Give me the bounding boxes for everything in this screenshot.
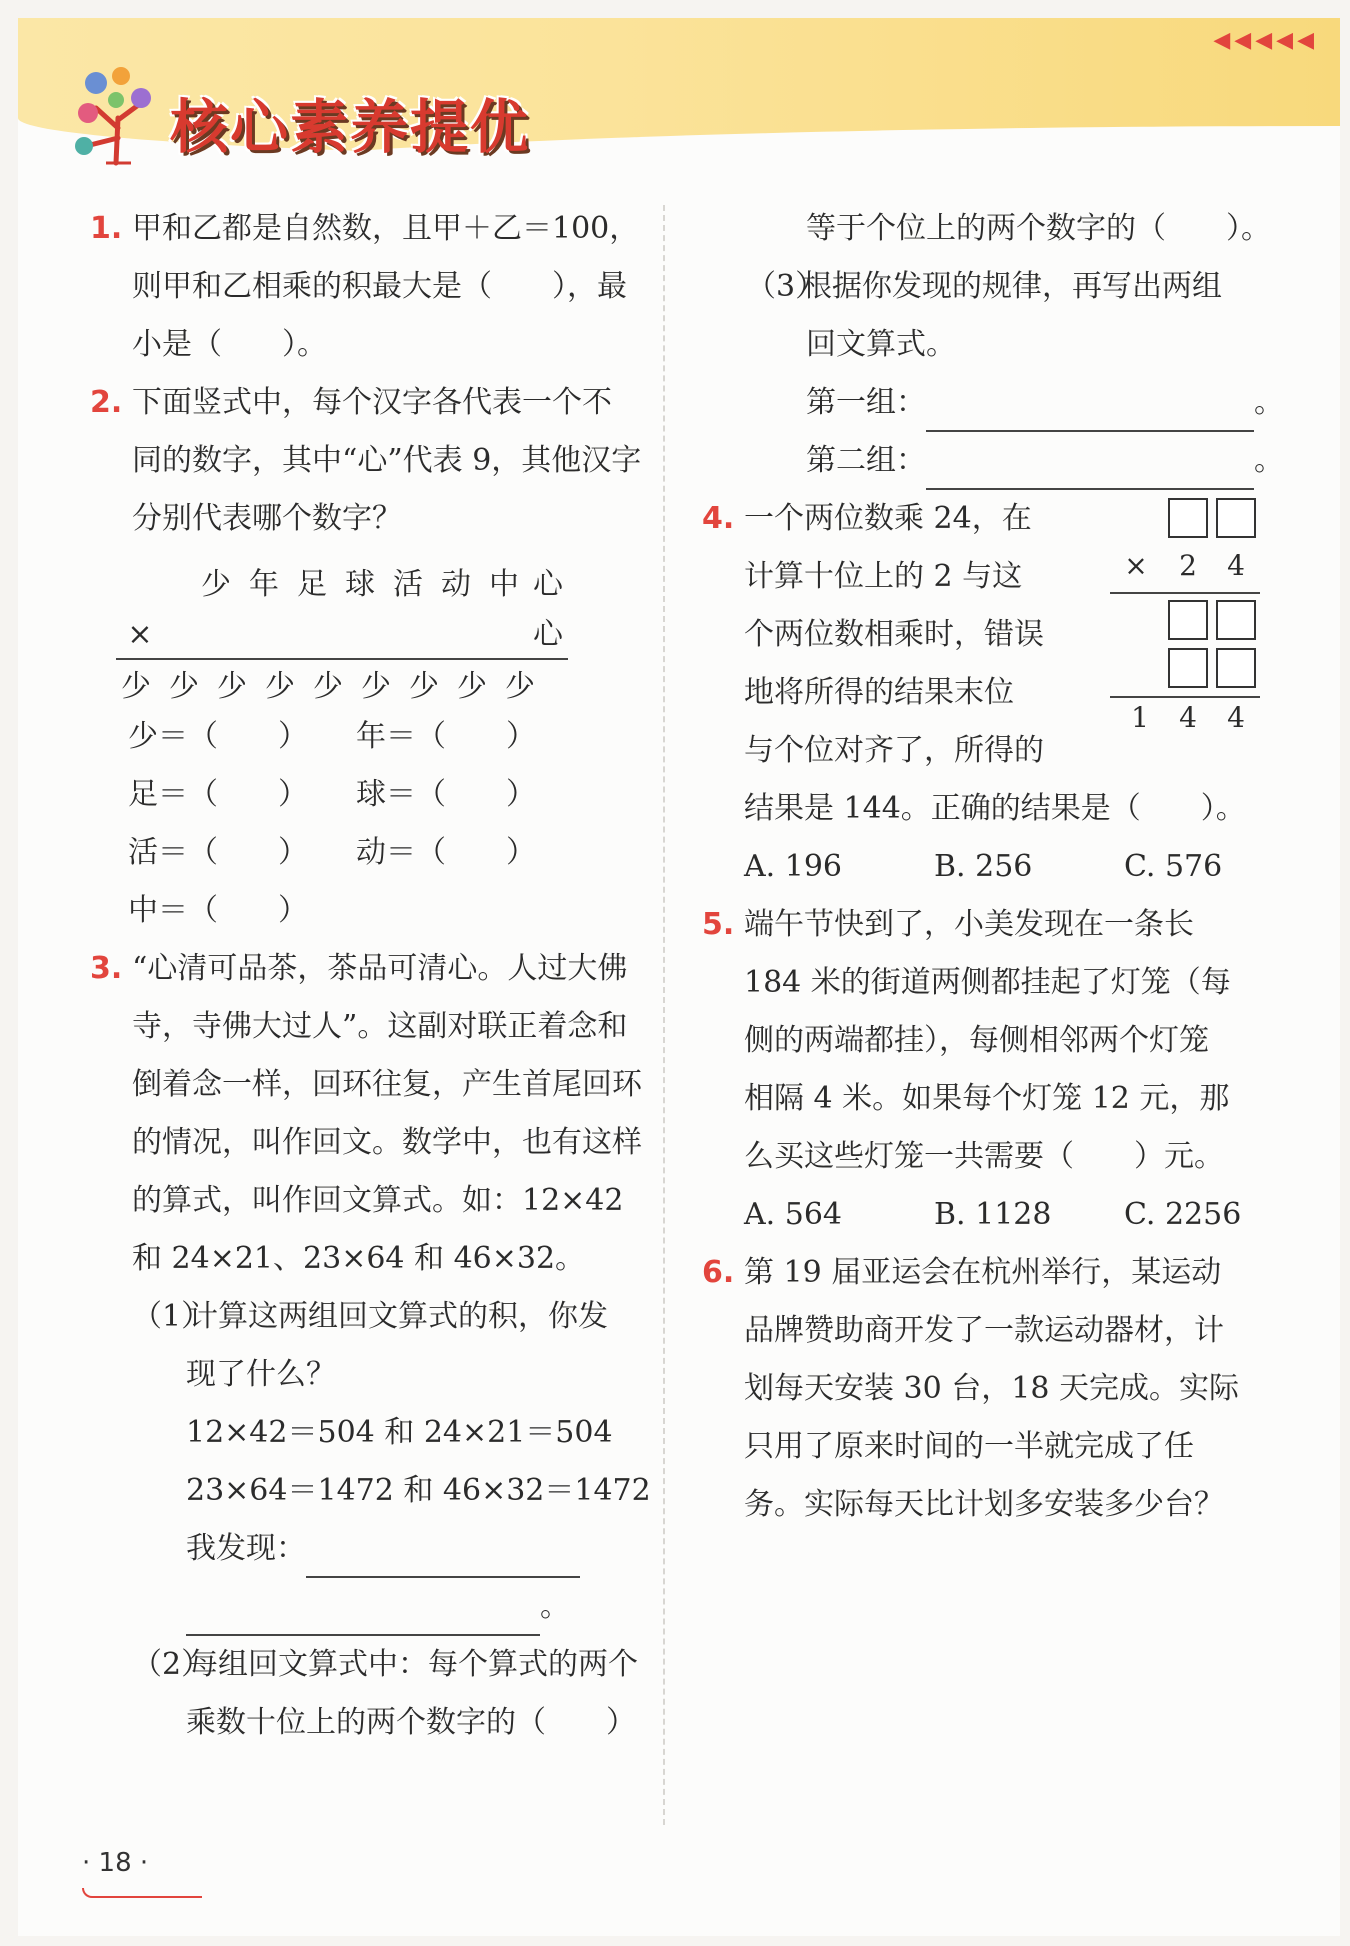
text-line: 么买这些灯笼一共需要（ ）元。 <box>744 1139 1224 1174</box>
times-sign: × <box>127 617 153 652</box>
text-line: 和 24×21、23×64 和 46×32。 <box>132 1241 586 1276</box>
question-number: 5. <box>702 907 735 942</box>
digit: 少 <box>217 669 247 704</box>
text-line: 回文算式。 <box>806 327 956 362</box>
text-line: 寺，寺佛大过人”。这副对联正着念和 <box>132 1009 628 1044</box>
calc-line: 23×64＝1472 和 46×32＝1472 <box>186 1473 651 1508</box>
text-line: 相隔 4 米。如果每个灯笼 12 元，那 <box>744 1081 1230 1116</box>
text-line: 的情况，叫作回文。数学中，也有这样 <box>132 1125 642 1160</box>
finding-row <box>132 1520 638 1578</box>
question-number: 4. <box>702 501 735 536</box>
text-line: 现了什么？ <box>186 1357 336 1392</box>
text-line: 下面竖式中，每个汉字各代表一个不 <box>132 385 612 420</box>
question-2 <box>78 374 642 548</box>
digit: 少 <box>505 669 535 704</box>
q2-answers <box>128 708 638 940</box>
question-3 <box>78 940 651 1752</box>
digit-box <box>1168 600 1208 640</box>
answer-blank[interactable]: 年＝（ ） <box>356 719 536 754</box>
text-line: 划每天安装 30 台，18 天完成。实际 <box>744 1371 1239 1406</box>
digit: 1 <box>1131 701 1149 734</box>
answer-blank[interactable]: 少＝（ ） <box>128 719 308 754</box>
group-label: 第二组： <box>806 443 926 478</box>
text-line: 地将所得的结果末位 <box>744 675 1014 710</box>
period: 。 <box>540 1589 570 1624</box>
text-line: 每组回文算式中：每个算式的两个 <box>188 1647 638 1682</box>
digit: 球 <box>345 567 375 602</box>
text-line: 与个位对齐了，所得的 <box>744 733 1044 768</box>
group-2-input[interactable] <box>926 452 1254 490</box>
digit-box <box>1216 498 1256 538</box>
digit: 动 <box>441 567 471 602</box>
options <box>744 838 1270 896</box>
digit: 活 <box>393 567 423 602</box>
multiplication-figure <box>1110 498 1260 734</box>
text-line: 计算十位上的 2 与这 <box>744 559 1023 594</box>
digit-box <box>1216 648 1256 688</box>
sub-label: （2） <box>132 1647 212 1682</box>
text-line: 的算式，叫作回文算式。如：12×42 <box>132 1183 624 1218</box>
question-1 <box>78 200 638 374</box>
question-number: 1. <box>90 211 123 246</box>
digit-box <box>1168 648 1208 688</box>
vertical-multiplication <box>116 548 568 708</box>
digit: 少 <box>457 669 487 704</box>
digit: 少 <box>361 669 391 704</box>
page-title: 核心素养提优 <box>170 93 531 161</box>
sub-label: （1） <box>132 1299 212 1334</box>
digit: 4 <box>1227 549 1245 582</box>
option-b[interactable]: B. 1128 <box>934 1197 1052 1232</box>
finding-input-1[interactable] <box>306 1540 580 1578</box>
question-6 <box>690 1244 1270 1534</box>
answer-blank[interactable]: 活＝（ ） <box>128 835 308 870</box>
finding-label: 我发现： <box>186 1531 306 1566</box>
calc-rule <box>1110 592 1260 594</box>
digit: 少 <box>169 669 199 704</box>
group-row <box>690 374 1284 432</box>
text-line: 个两位数相乘时，错误 <box>744 617 1044 652</box>
arrows-decoration: ◀◀◀◀◀ <box>1213 28 1318 53</box>
question-5 <box>690 896 1270 1244</box>
times-sign: × <box>1124 549 1148 582</box>
answer-blank[interactable]: 动＝（ ） <box>356 835 536 870</box>
digit: 中 <box>489 567 519 602</box>
answer-blank[interactable]: 球＝（ ） <box>356 777 536 812</box>
sub-question-1 <box>132 1288 638 1346</box>
text-line: 端午节快到了，小美发现在一条长 <box>744 907 1194 942</box>
text-line: 只用了原来时间的一半就完成了任 <box>744 1429 1194 1464</box>
text-line: 务。实际每天比计划多安装多少台？ <box>744 1487 1224 1522</box>
group-1-input[interactable] <box>926 394 1254 432</box>
calc-line: 12×42＝504 和 24×21＝504 <box>186 1415 613 1450</box>
text-line: 分别代表哪个数字？ <box>132 501 402 536</box>
text-line: 则甲和乙相乘的积最大是（ ），最 <box>132 269 627 304</box>
option-c[interactable]: C. 576 <box>1124 849 1223 884</box>
text-line: 第 19 届亚运会在杭州举行，某运动 <box>744 1255 1222 1290</box>
option-c[interactable]: C. 2256 <box>1124 1197 1242 1232</box>
text-line: 同的数字，其中“心”代表 9，其他汉字 <box>132 443 642 478</box>
digit: 少 <box>265 669 295 704</box>
page-number-underline <box>82 1888 202 1898</box>
digit: 少 <box>409 669 439 704</box>
digit: 心 <box>533 617 563 652</box>
text-line: 184 米的街道两侧都挂起了灯笼（每 <box>744 965 1231 1000</box>
group-label: 第一组： <box>806 385 926 420</box>
question-number: 2. <box>90 385 123 420</box>
text-line: 结果是 144。正确的结果是（ ）。 <box>744 791 1246 826</box>
digit: 年 <box>249 567 279 602</box>
left-column <box>78 200 651 1752</box>
options <box>744 1186 1270 1244</box>
sub-label: （3） <box>746 269 826 304</box>
page-number: · 18 · <box>82 1848 149 1878</box>
text-line: “心清可品茶，茶品可清心。人过大佛 <box>132 951 628 986</box>
text-line: 乘数十位上的两个数字的（ ） <box>186 1705 636 1740</box>
digit-box <box>1216 600 1256 640</box>
sub-question-2 <box>132 1636 638 1694</box>
answer-blank[interactable]: 中＝（ ） <box>128 893 308 928</box>
text-line: 等于个位上的两个数字的（ ）。 <box>806 211 1271 246</box>
text-line: 侧的两端都挂），每侧相邻两个灯笼 <box>744 1023 1209 1058</box>
answer-blank[interactable]: 足＝（ ） <box>128 777 308 812</box>
finding-input-2[interactable] <box>186 1598 540 1636</box>
text-line: 甲和乙都是自然数，且甲＋乙＝100， <box>132 211 640 246</box>
question-number: 3. <box>90 951 123 986</box>
option-b[interactable]: B. 256 <box>934 849 1033 884</box>
finding-row-2 <box>132 1578 638 1636</box>
group-row <box>690 432 1284 490</box>
tree-icon <box>66 58 156 168</box>
text-line: 小是（ ）。 <box>132 327 327 362</box>
right-column <box>690 200 1284 1534</box>
digit: 4 <box>1227 701 1245 734</box>
digit: 少 <box>201 567 231 602</box>
digit: 心 <box>533 567 563 602</box>
option-a[interactable]: A. 564 <box>744 1197 842 1232</box>
period: 。 <box>1254 443 1284 478</box>
question-4 <box>690 490 1270 896</box>
sub-question-3 <box>690 258 1270 316</box>
text-line: 一个两位数乘 24，在 <box>744 501 1032 536</box>
digit: 足 <box>297 567 327 602</box>
digit: 少 <box>313 669 343 704</box>
question-number: 6. <box>702 1255 735 1290</box>
period: 。 <box>1254 385 1284 420</box>
option-a[interactable]: A. 196 <box>744 849 842 884</box>
text-line: 根据你发现的规律，再写出两组 <box>802 269 1222 304</box>
text-line: 倒着念一样，回环往复，产生首尾回环 <box>132 1067 642 1102</box>
digit: 2 <box>1179 549 1197 582</box>
digit: 少 <box>121 669 151 704</box>
text-line: 品牌赞助商开发了一款运动器材，计 <box>744 1313 1224 1348</box>
digit: 4 <box>1179 701 1197 734</box>
column-divider <box>663 205 665 1825</box>
digit-box <box>1168 498 1208 538</box>
text-line: 计算这两组回文算式的积，你发 <box>188 1299 608 1334</box>
